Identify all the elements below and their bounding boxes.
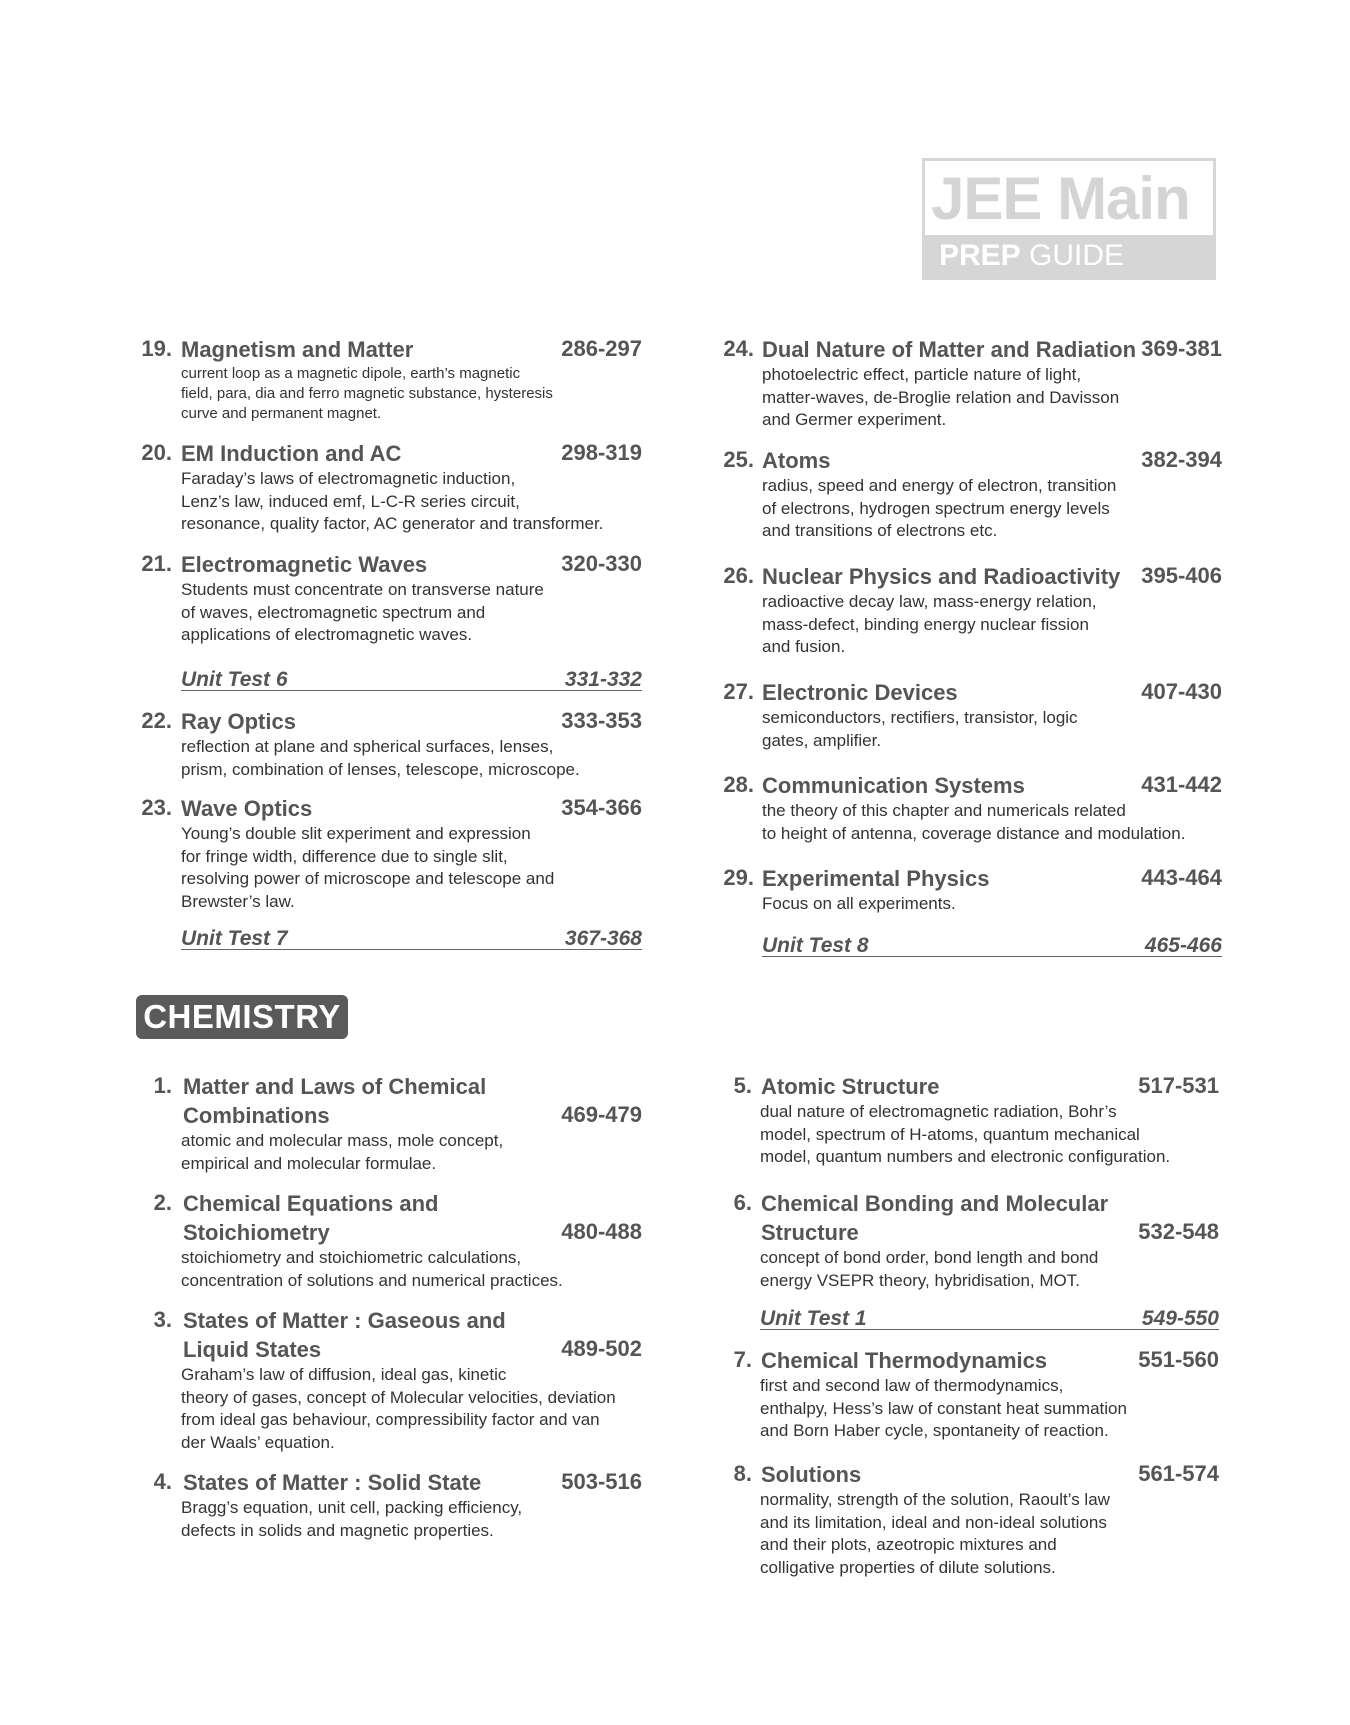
chemistry-section-heading: CHEMISTRY: [136, 995, 348, 1039]
chapter-title: EM Induction and AC: [181, 441, 402, 466]
unit-test-label: Unit Test 7: [181, 927, 288, 950]
chapter-pages: 382-394: [1141, 447, 1222, 472]
chapter-pages: 298-319: [561, 440, 642, 465]
logo-subtitle: PREP GUIDE: [939, 239, 1125, 272]
chapter-description: concept of bond order, bond length and bond energy VSEPR theory, hybridisation, MOT.: [760, 1248, 1099, 1290]
chapter-number: 6.: [733, 1190, 752, 1215]
chapter-number: 4.: [153, 1469, 172, 1494]
chapter-title-line1: Atomic Structure: [761, 1074, 940, 1099]
chapter-pages: 395-406: [1141, 563, 1222, 588]
chapter-pages: 469-479: [561, 1102, 642, 1127]
chapter-pages: 369-381: [1141, 336, 1222, 361]
chapter-description: Students must concentrate on transverse nature of waves, electromagnetic spectrum and applications of electromagnetic waves.: [181, 580, 544, 644]
chapter-pages: 503-516: [561, 1469, 642, 1494]
chapter-description: Bragg’s equation, unit cell, packing efficiency, defects in solids and magnetic properties.: [181, 1498, 523, 1540]
chapter-number: 1.: [153, 1073, 172, 1098]
chapter-description: normality, strength of the solution, Raoult’s law and its limitation, ideal and non-ideal solutions and their plots, azeotropic mixtures and colligative properties of dilute solutions.: [760, 1490, 1110, 1577]
chapter-number: 27.: [723, 679, 754, 704]
chapter-pages: 480-488: [561, 1219, 642, 1244]
chapter-title: Dual Nature of Matter and Radiation: [762, 337, 1137, 362]
chapter-number: 20.: [141, 440, 172, 465]
chapter-pages: 532-548: [1138, 1219, 1219, 1244]
chapter-title-line2: Stoichiometry: [183, 1220, 330, 1245]
unit-test-pages: 331-332: [564, 668, 642, 691]
chapter-title: Electromagnetic Waves: [181, 552, 428, 577]
chapter-title-line1: Matter and Laws of Chemical: [183, 1074, 487, 1099]
chapter-pages: 431-442: [1141, 772, 1222, 797]
chapter-pages: 517-531: [1138, 1073, 1219, 1098]
chapter-description: semiconductors, rectifiers, transistor, logic gates, amplifier.: [762, 708, 1078, 750]
chapter-title: Wave Optics: [181, 796, 313, 821]
chapter-number: 5.: [733, 1073, 752, 1098]
chapter-number: 7.: [733, 1347, 752, 1372]
chapter-title-line1: Chemical Thermodynamics: [761, 1348, 1048, 1373]
chapter-pages: 407-430: [1141, 679, 1222, 704]
chapter-description: atomic and molecular mass, mole concept, empirical and molecular formulae.: [181, 1131, 504, 1173]
chapter-number: 28.: [723, 772, 754, 797]
chapter-description: dual nature of electromagnetic radiation, Bohr’s model, spectrum of H-atoms, quantum mechanical model, quantum numbers and electronic configuration.: [760, 1102, 1171, 1166]
chapter-pages: 561-574: [1138, 1461, 1219, 1486]
chapter-description: Faraday’s laws of electromagnetic induction, Lenz’s law, induced emf, L-C-R series circuit, resonance, quality factor, AC generator and transformer.: [181, 469, 604, 533]
jee-main-prep-guide-logo: [922, 158, 1216, 280]
logo-subtitle-bar: [925, 235, 1213, 277]
chapter-pages: 489-502: [561, 1336, 642, 1361]
logo-title: JEE Main: [931, 165, 1190, 232]
chapter-description: current loop as a magnetic dipole, earth’s magnetic field, para, dia and ferro magnetic substance, hysteresis curve and permanent magnet.: [181, 365, 553, 422]
chapter-title-line2: Combinations: [183, 1103, 330, 1128]
chapter-description: Young’s double slit experiment and expression for fringe width, difference due to single slit, resolving power of microscope and telescope and Brewster’s law.: [181, 824, 555, 911]
unit-test-6[interactable]: [181, 664, 642, 691]
chapter-description: photoelectric effect, particle nature of light, matter-waves, de-Broglie relation and Davisson and Germer experiment.: [762, 365, 1120, 429]
unit-test-label: Unit Test 6: [181, 668, 288, 691]
chapter-description: radioactive decay law, mass-energy relation, mass-defect, binding energy nuclear fission and fusion.: [762, 592, 1097, 656]
chapter-number: 23.: [141, 795, 172, 820]
chapter-pages: 286-297: [561, 336, 642, 361]
chapter-number: 26.: [723, 563, 754, 588]
chapter-number: 21.: [141, 551, 172, 576]
chapter-number: 8.: [733, 1461, 752, 1486]
chapter-description: Focus on all experiments.: [762, 894, 956, 913]
chapter-description: Graham’s law of diffusion, ideal gas, kinetic theory of gases, concept of Molecular velocities, deviation from ideal gas behaviour, compressibility factor and van der Waals’ equation.: [181, 1365, 616, 1452]
chapter-title: Magnetism and Matter: [181, 337, 414, 362]
chapter-title-line1: Solutions: [761, 1462, 862, 1487]
chapter-number: 19.: [141, 336, 172, 361]
chapter-number: 29.: [723, 865, 754, 890]
chapter-number: 2.: [153, 1190, 172, 1215]
chapter-title-line1: Chemical Bonding and Molecular: [761, 1191, 1109, 1216]
unit-test-label: Unit Test 1: [760, 1307, 867, 1330]
chapter-number: 24.: [723, 336, 754, 361]
unit-test-label: Unit Test 8: [762, 934, 869, 957]
chapter-title-line2: Liquid States: [183, 1337, 322, 1362]
chapter-title-line1: States of Matter : Gaseous and: [183, 1308, 506, 1333]
chapter-title: Experimental Physics: [762, 866, 990, 891]
chapter-pages: 320-330: [561, 551, 642, 576]
unit-test-pages: 367-368: [564, 927, 642, 950]
unit-test-7[interactable]: [181, 923, 642, 950]
chapter-title: Electronic Devices: [762, 680, 958, 705]
chapter-pages: 333-353: [561, 708, 642, 733]
chapter-pages: 551-560: [1138, 1347, 1219, 1372]
chapter-pages: 443-464: [1141, 865, 1222, 890]
chapter-description: radius, speed and energy of electron, transition of electrons, hydrogen spectrum energy levels and transitions of electrons etc.: [762, 476, 1117, 540]
unit-test-pages: 465-466: [1144, 934, 1222, 957]
chapter-title-line1: States of Matter : Solid State: [183, 1470, 482, 1495]
chapter-title: Atoms: [762, 448, 831, 473]
chapter-number: 22.: [141, 708, 172, 733]
chapter-title: Communication Systems: [762, 773, 1025, 798]
chapter-title: Nuclear Physics and Radioactivity: [762, 564, 1121, 589]
unit-test-pages: 549-550: [1141, 1307, 1219, 1330]
chapter-pages: 354-366: [561, 795, 642, 820]
chapter-description: stoichiometry and stoichiometric calculations, concentration of solutions and numerical practices.: [181, 1248, 563, 1290]
unit-test-8[interactable]: [762, 930, 1222, 957]
chapter-title-line2: Structure: [761, 1220, 859, 1245]
chapter-description: reflection at plane and spherical surfaces, lenses, prism, combination of lenses, telescope, microscope.: [181, 737, 580, 779]
chapter-description: first and second law of thermodynamics, enthalpy, Hess’s law of constant heat summation and Born Haber cycle, spontaneity of reaction.: [760, 1376, 1127, 1440]
chapter-description: the theory of this chapter and numericals related to height of antenna, coverage distance and modulation.: [762, 801, 1186, 843]
chapter-number: 25.: [723, 447, 754, 472]
chapter-number: 3.: [153, 1307, 172, 1332]
chapter-title: Ray Optics: [181, 709, 296, 734]
chapter-title-line1: Chemical Equations and: [183, 1191, 439, 1216]
unit-test-1[interactable]: [760, 1303, 1219, 1330]
